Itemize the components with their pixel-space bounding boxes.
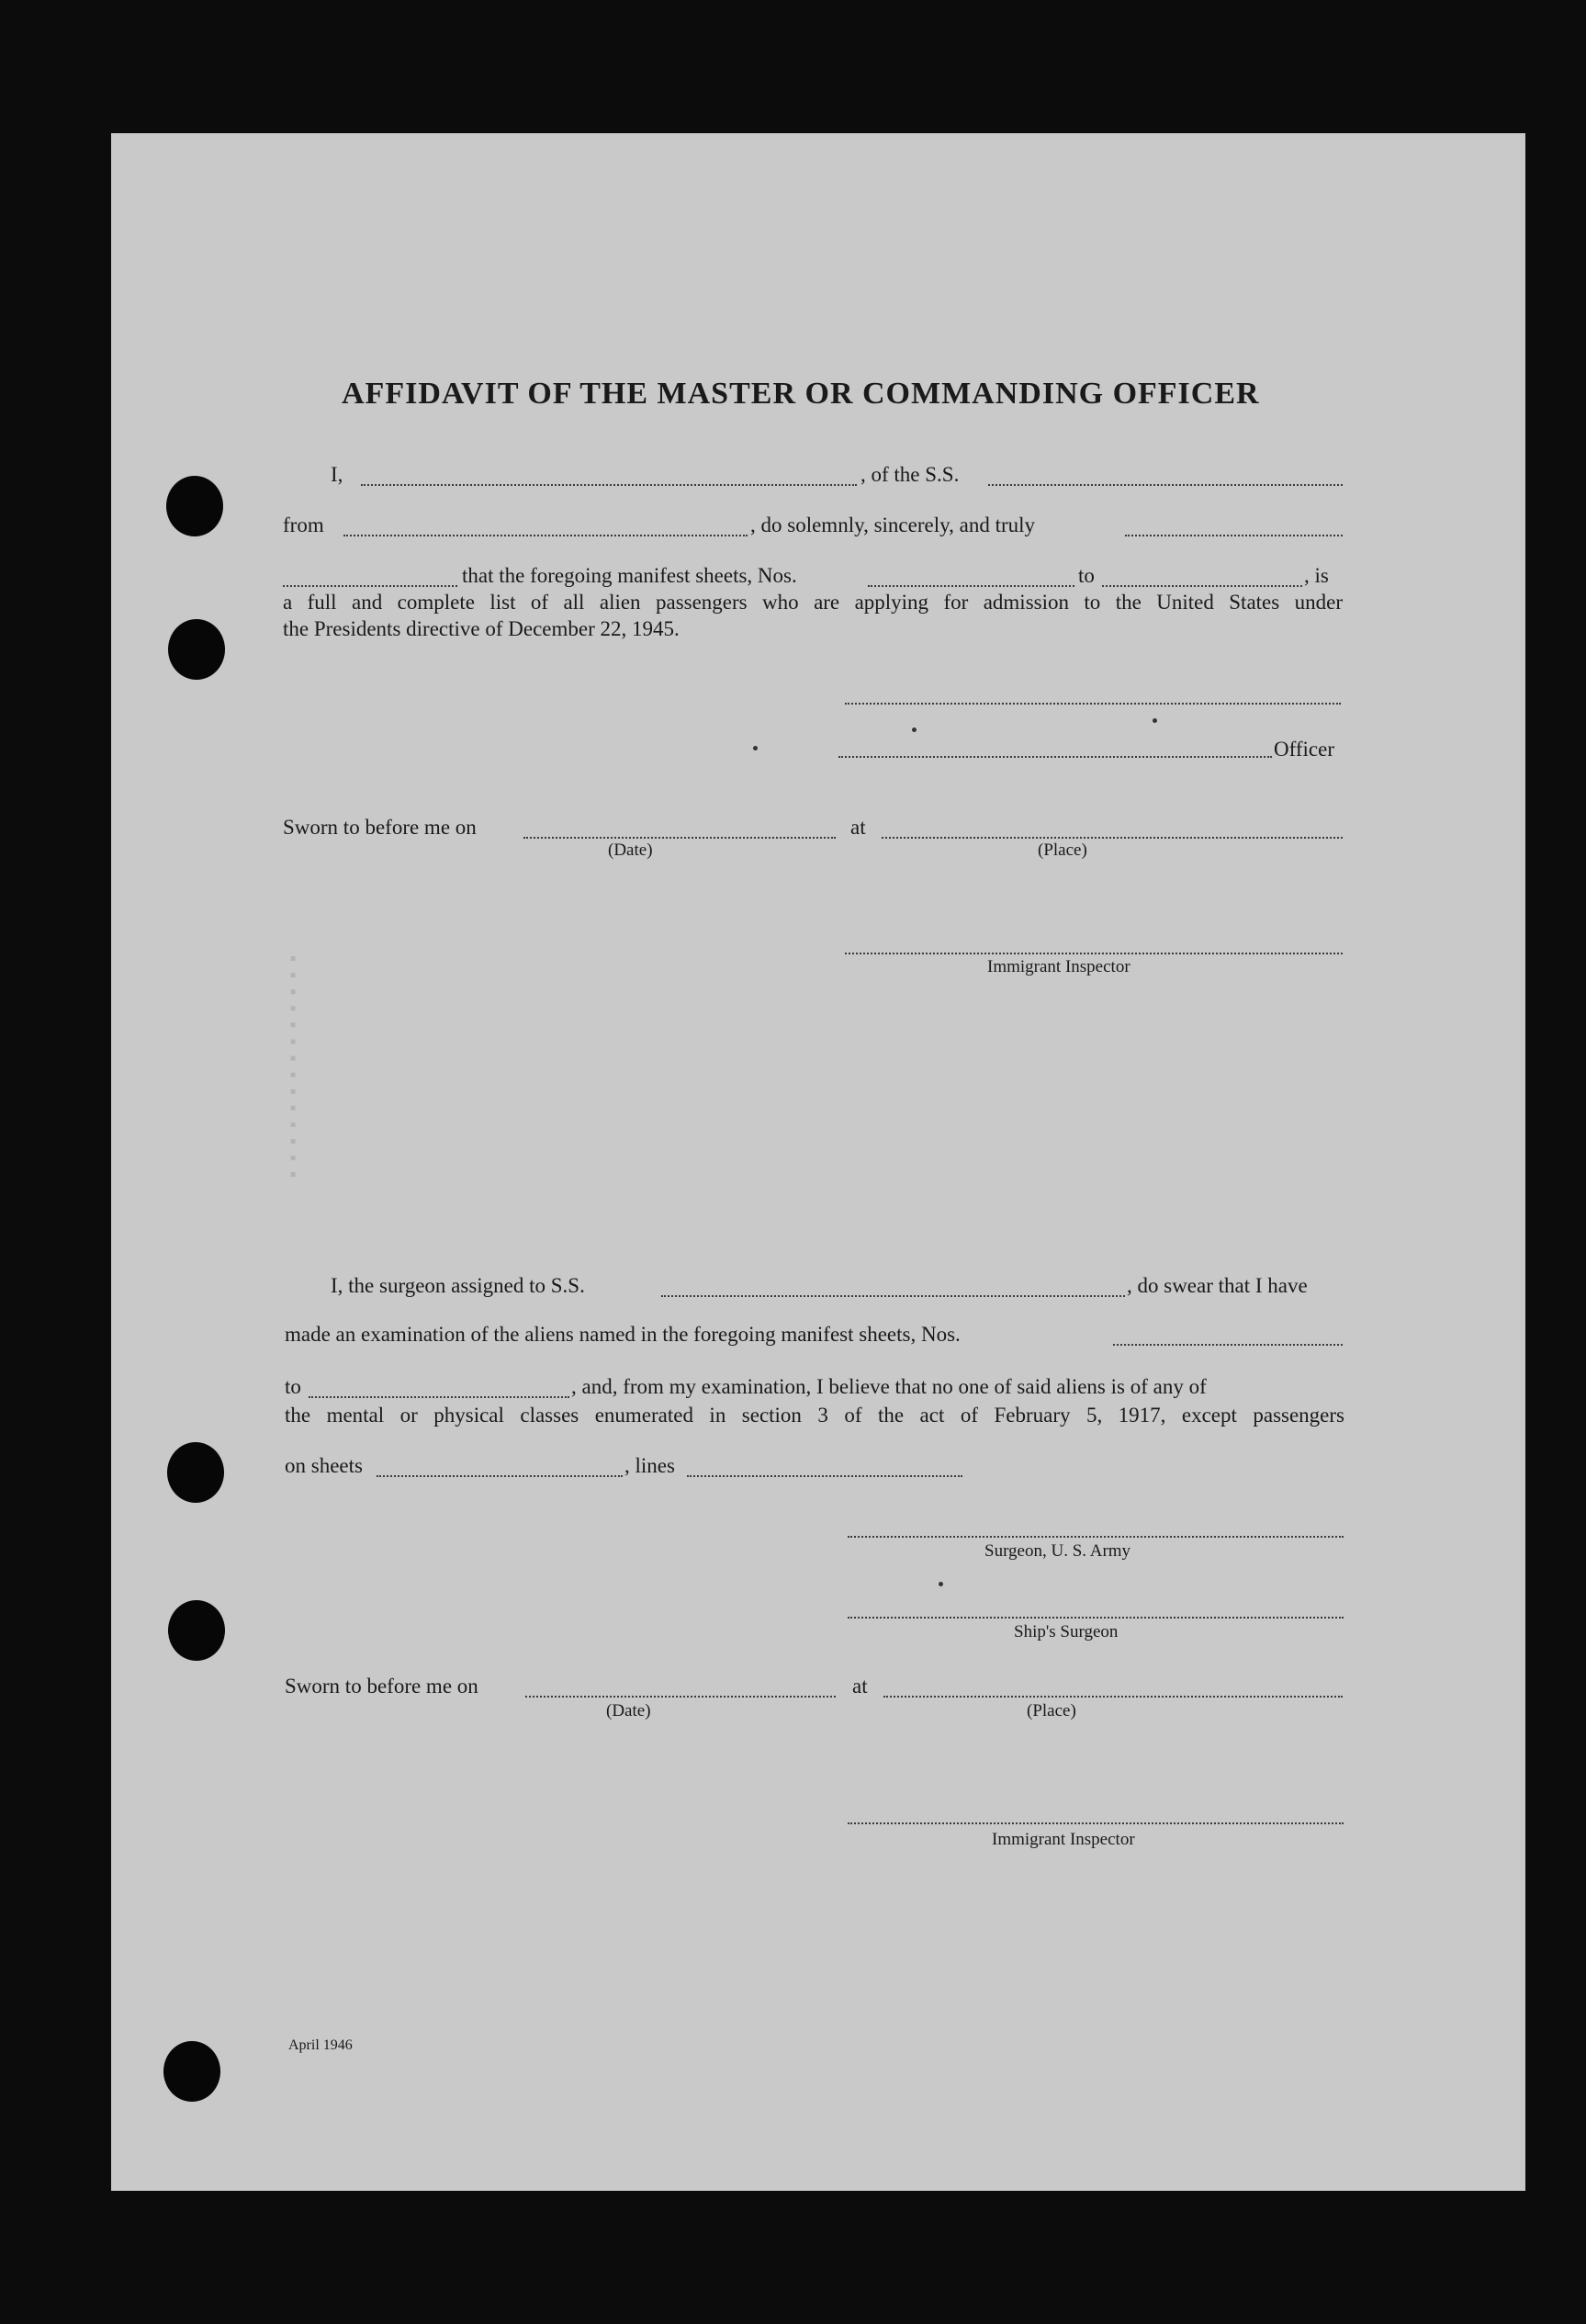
master-statement-line3: the Presidents directive of December 22, 1945. — [283, 617, 680, 640]
except-lines-field[interactable] — [687, 1475, 962, 1477]
ships-surgeon-line[interactable] — [848, 1617, 1344, 1619]
solemnly-field[interactable] — [1125, 535, 1343, 536]
surgeon-at-label: at — [852, 1675, 868, 1698]
speck — [753, 746, 758, 750]
swear-field[interactable] — [283, 585, 457, 587]
officer-signature-line[interactable] — [838, 756, 1272, 758]
surgeon-ship-field[interactable] — [661, 1295, 1125, 1297]
master-i-label: I, — [331, 463, 343, 486]
surgeon-place-caption: (Place) — [1027, 1701, 1076, 1720]
master-inspector-caption: Immigrant Inspector — [987, 957, 1130, 976]
surgeon-belief-label: , and, from my examination, I believe that no one of said aliens is of any of — [571, 1375, 1207, 1398]
surgeon-assigned-label: I, the surgeon assigned to S.S. — [331, 1274, 585, 1297]
master-at-label: at — [850, 816, 866, 839]
master-place-caption: (Place) — [1038, 840, 1087, 860]
surgeon-sworn-label: Sworn to before me on — [285, 1675, 478, 1698]
to-label: to — [1078, 564, 1095, 587]
master-sworn-date-field[interactable] — [523, 837, 836, 839]
surgeon-examination-label: made an examination of the aliens named in the foregoing manifest sheets, Nos. — [285, 1323, 961, 1346]
signature-line-1[interactable] — [845, 703, 1341, 705]
surgeon-date-caption: (Date) — [606, 1701, 651, 1720]
sheets-from-field[interactable] — [868, 585, 1074, 587]
lines-label: , lines — [624, 1454, 675, 1477]
surgeon-sheets-from-field[interactable] — [1113, 1344, 1343, 1346]
surgeon-sheets-to-field[interactable] — [309, 1396, 569, 1398]
master-sworn-label: Sworn to before me on — [283, 816, 477, 839]
from-port-field[interactable] — [343, 535, 748, 536]
form-date-footer: April 1946 — [288, 2037, 353, 2053]
do-swear-label: , do swear that I have — [1127, 1274, 1308, 1297]
master-date-caption: (Date) — [608, 840, 653, 860]
punch-hole-4 — [168, 1600, 225, 1661]
solemnly-label: , do solemnly, sincerely, and truly — [750, 513, 1036, 536]
except-sheets-field[interactable] — [377, 1475, 623, 1477]
bleed-through-text: ▪ ▪ ▪ ▪ ▪ ▪ ▪ ▪ ▪ ▪ ▪ ▪ ▪ ▪ — [283, 955, 303, 1181]
ships-surgeon-caption: Ship's Surgeon — [1014, 1622, 1119, 1641]
army-surgeon-line[interactable] — [848, 1536, 1344, 1538]
surgeon-inspector-line[interactable] — [848, 1822, 1344, 1824]
form-sheet — [111, 133, 1525, 2191]
surgeon-sworn-date-field[interactable] — [525, 1696, 836, 1698]
surgeon-inspector-caption: Immigrant Inspector — [992, 1830, 1135, 1849]
on-sheets-label: on sheets — [285, 1454, 363, 1477]
master-inspector-line[interactable] — [845, 953, 1343, 954]
sheets-to-field[interactable] — [1102, 585, 1302, 587]
surgeon-to-label: to — [285, 1375, 301, 1398]
of-ss-label: , of the S.S. — [860, 463, 960, 486]
surgeon-statement-line4: the mental or physical classes enumerated in section 3 of the act of February 5, 1917, except passengers — [285, 1404, 1344, 1427]
punch-hole-2 — [168, 619, 225, 680]
master-statement-line2: a full and complete list of all alien passengers who are applying for admission to the United States under — [283, 591, 1343, 614]
from-label: from — [283, 513, 324, 536]
ship-name-field[interactable] — [988, 484, 1343, 486]
master-sworn-place-field[interactable] — [882, 837, 1343, 839]
master-name-field[interactable] — [361, 484, 857, 486]
punch-hole-5 — [163, 2041, 220, 2102]
officer-label: Officer — [1274, 738, 1334, 761]
surgeon-sworn-place-field[interactable] — [883, 1696, 1343, 1698]
is-label: , is — [1304, 564, 1329, 587]
speck — [1153, 718, 1157, 723]
speck — [939, 1582, 943, 1586]
form-title: AFFIDAVIT OF THE MASTER OR COMMANDING OFFICER — [342, 377, 1260, 411]
speck — [912, 728, 917, 732]
punch-hole-1 — [166, 476, 223, 536]
punch-hole-3 — [167, 1442, 224, 1503]
manifest-sheets-label: that the foregoing manifest sheets, Nos. — [462, 564, 797, 587]
army-surgeon-caption: Surgeon, U. S. Army — [984, 1541, 1131, 1561]
